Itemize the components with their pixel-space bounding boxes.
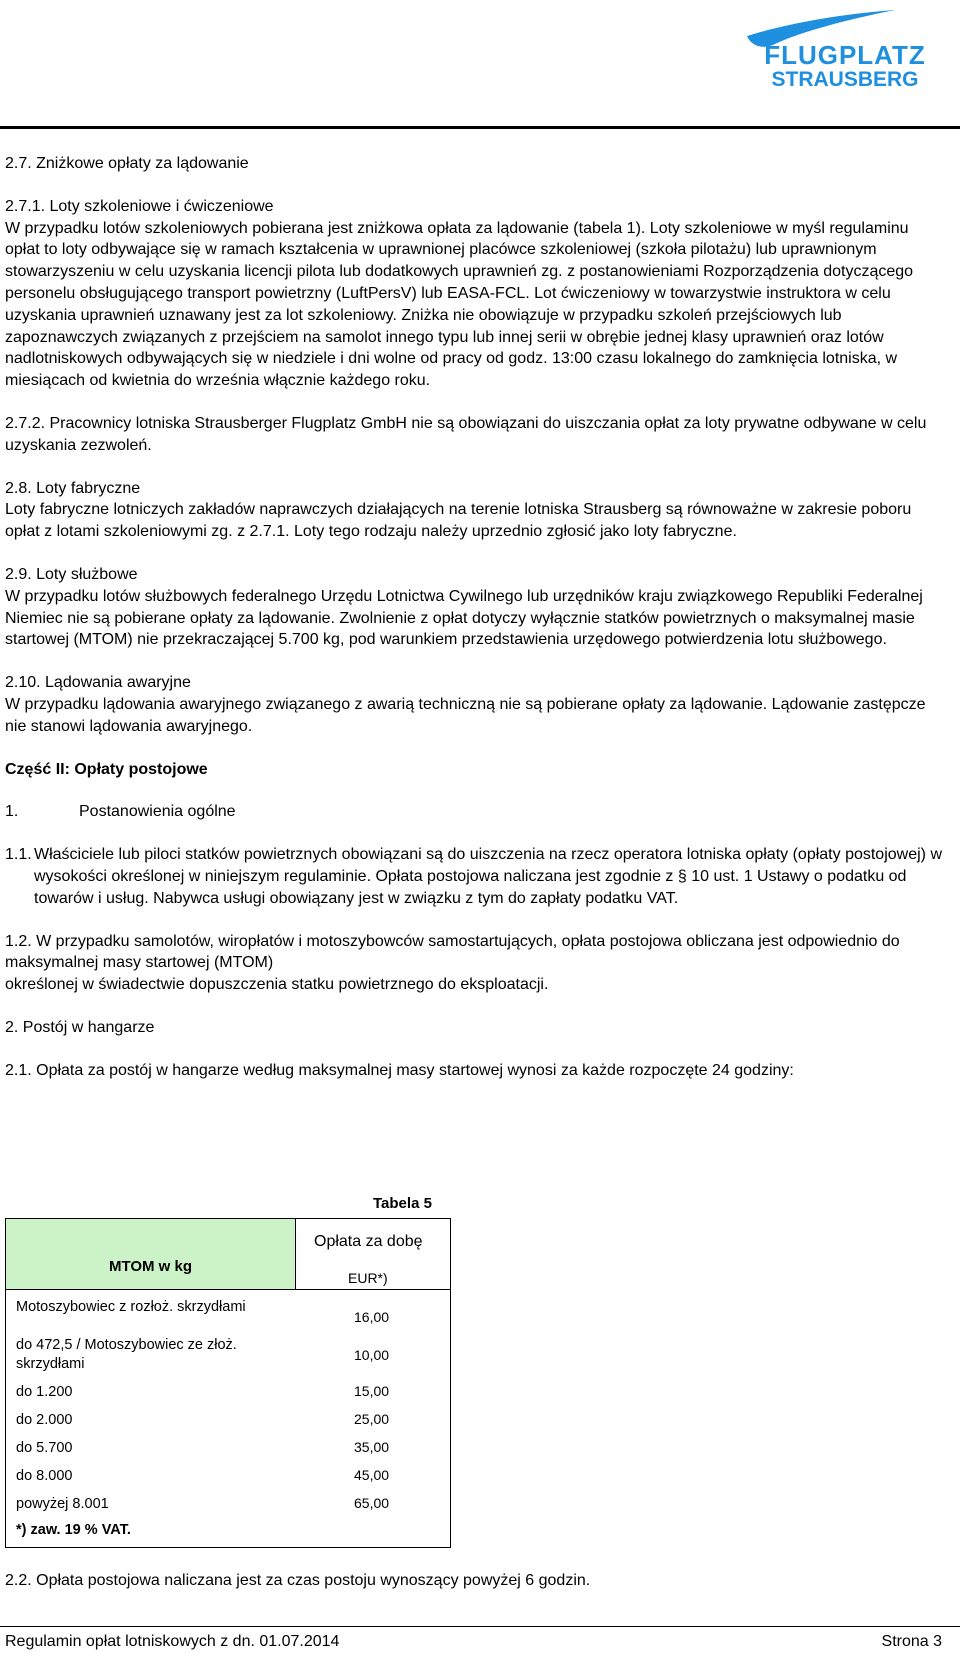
table-footnote: *) zaw. 19 % VAT. bbox=[16, 1522, 131, 1538]
table-header-mtom: MTOM w kg bbox=[6, 1219, 296, 1290]
svg-text:STRAUSBERG: STRAUSBERG bbox=[771, 68, 919, 88]
section-2-10-heading: 2.10. Lądowania awaryjne bbox=[5, 674, 191, 692]
section-1-title: Postanowienia ogólne bbox=[79, 803, 236, 821]
section-2-8-body: Loty fabryczne lotniczych zakładów naprawczych działających na terenie lotniska Strausberg są równoważne w zakresie poboru opłat z lotami szkoleniowymi zg. z 2.7.1. Loty tego rodzaju należy uprzednio zgłosić jako loty fabryczne. bbox=[5, 501, 912, 541]
flugplatz-strausberg-logo bbox=[745, 6, 945, 88]
document-body bbox=[5, 153, 945, 1103]
section-2-7-1-heading: 2.7.1. Loty szkoleniowe i ćwiczeniowe bbox=[5, 197, 274, 215]
section-2-heading: 2. Postój w hangarze bbox=[5, 1018, 155, 1036]
section-2-8-heading: 2.8. Loty fabryczne bbox=[5, 479, 141, 497]
table-cell-fee: 65,00 bbox=[354, 1495, 390, 1511]
header-divider bbox=[0, 126, 960, 129]
table-cell-fee: 25,00 bbox=[354, 1411, 390, 1427]
section-1-1 bbox=[5, 844, 945, 909]
table-cell-fee: 16,00 bbox=[354, 1309, 390, 1325]
table-header-fee bbox=[296, 1219, 451, 1290]
footer-document-title: Regulamin opłat lotniskowych z dn. 01.07.2014 bbox=[5, 1633, 340, 1650]
section-2-7-1-body: W przypadku lotów szkoleniowych pobierana jest zniżkowa opłata za lądowanie (tabela 1). Loty szkoleniowe w myśl regulaminu opłat to loty odbywające się w ramach kształcenia w uprawnionej placówce szkoleniowej (szkoła pilotażu) lub uprawnionym stowarzyszeniu w celu uzyskania licencji pilota lub dodatkowych uprawnień zg. z postanowieniami Rozporządzenia dotyczącego personelu obsługującego transport powietrzny (LuftPersV) lub EASA-FCL. Lot ćwiczeniowy w towarzystwie instruktora w celu uzyskania uprawnień uznawany jest za lot szkoleniowy. Zniżka nie obowiązuje w przypadku szkoleń przejściowych lub zapoznawczych związanych z przejściem na samolot innego typu lub innej serii w obrębie jednej klasy uprawnień oraz lotów nadlotniskowych odbywających się w niedziele i dni wolne od pracy od godz. 13:00 czasu lokalnego do zamknięcia lotniska, w miesiącach od kwietnia do września włącznie każdego roku. bbox=[5, 219, 914, 390]
section-1-1-number: 1.1. bbox=[5, 846, 32, 864]
table-cell-mtom: do 1.200 bbox=[16, 1384, 73, 1400]
fee-table bbox=[5, 1218, 451, 1548]
section-1-2-continuation: określonej w świadectwie dopuszczenia statku powietrznego do eksploatacji. bbox=[5, 976, 549, 994]
part-2-heading: Część II: Opłaty postojowe bbox=[5, 760, 208, 778]
section-2-7-2-body: 2.7.2. Pracownicy lotniska Strausberger Flugplatz GmbH nie są obowiązani do uiszczania opłat za loty prywatne odbywane w celu uzyskania zezwoleń. bbox=[5, 414, 927, 454]
section-1-1-body: Właściciele lub piloci statków powietrznych obowiązani są do uiszczenia na rzecz operatora lotniska opłaty (opłaty postojowej) w wysokości określonej w niniejszym regulaminie. Opłata postojowa naliczana jest zgodnie z § 10 ust. 1 Ustawy o podatku od towarów i usług. Nabywca usługi obowiązany jest w związku z tym do zapłaty podatku VAT. bbox=[34, 846, 942, 907]
table-cell-fee: 15,00 bbox=[354, 1383, 390, 1399]
section-2-7-heading: 2.7. Zniżkowe opłaty za lądowanie bbox=[5, 155, 249, 172]
section-1-2-body: 1.2. W przypadku samolotów, wiropłatów i motoszybowców samostartujących, opłata postojowa obliczana jest odpowiednio do maksymalnej masy startowej (MTOM) bbox=[5, 932, 900, 972]
table-cell-mtom: powyżej 8.001 bbox=[16, 1496, 109, 1512]
section-2-1-body: 2.1. Opłata za postój w hangarze według maksymalnej masy startowej wynosi za każde rozpoczęte 24 godziny: bbox=[5, 1061, 794, 1079]
table-cell-fee: 45,00 bbox=[354, 1467, 390, 1483]
svg-text:FLUGPLATZ: FLUGPLATZ bbox=[764, 40, 926, 70]
table-cell-mtom: do 8.000 bbox=[16, 1468, 73, 1484]
table-cell-mtom: do 5.700 bbox=[16, 1440, 73, 1456]
section-1-number: 1. bbox=[5, 803, 19, 821]
table-cell-fee: 35,00 bbox=[354, 1439, 390, 1455]
section-2-10-body: W przypadku lądowania awaryjnego związanego z awarią techniczną nie są pobierane opłaty za lądowanie. Lądowanie zastępcze nie stanowi lądowania awaryjnego. bbox=[5, 695, 926, 735]
footer-page-number: Strona 3 bbox=[881, 1633, 942, 1650]
logo-graphic bbox=[745, 6, 945, 88]
table-cell-mtom: Motoszybowiec z rozłoż. skrzydłami bbox=[16, 1299, 246, 1315]
table-header-fee-title: Opłata za dobę bbox=[314, 1233, 423, 1250]
section-2-9-heading: 2.9. Loty służbowe bbox=[5, 565, 138, 583]
table-cell-mtom: do 2.000 bbox=[16, 1412, 73, 1428]
section-2-2-body: 2.2. Opłata postojowa naliczana jest za czas postoju wynoszący powyżej 6 godzin. bbox=[5, 1572, 591, 1589]
table-caption: Tabela 5 bbox=[373, 1195, 432, 1212]
section-2-9-body: W przypadku lotów służbowych federalnego Urzędu Lotnictwa Cywilnego lub urzędników kraju związkowego Republiki Federalnej Niemiec nie są pobierane opłaty za lądowanie. Zwolnienie z opłat dotyczy wyłącznie statków powietrznych o maksymalnej masie startowej (MTOM) nie przekraczającej 5.700 kg, pod warunkiem przedstawienia urzędowego potwierdzenia lotu służbowego. bbox=[5, 587, 923, 649]
table-cell-mtom: do 472,5 / Motoszybowiec ze złoż. skrzydłami bbox=[16, 1337, 237, 1372]
table-cell-fee: 10,00 bbox=[354, 1347, 390, 1363]
table-header-fee-unit: EUR*) bbox=[348, 1270, 388, 1286]
section-1-heading bbox=[5, 801, 945, 823]
footer-divider bbox=[0, 1626, 960, 1627]
